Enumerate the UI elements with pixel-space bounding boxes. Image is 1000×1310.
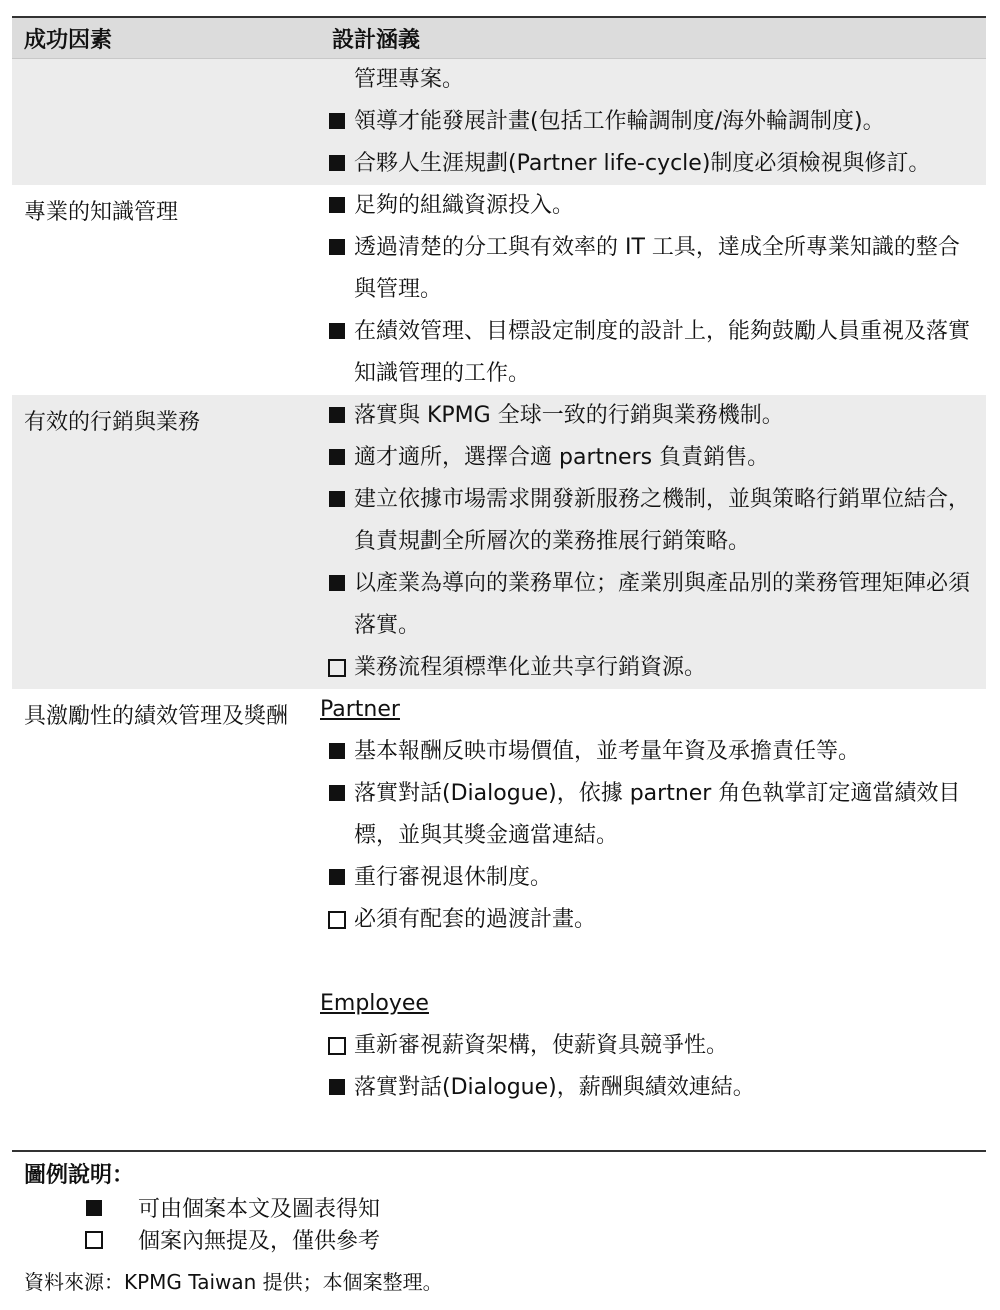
legend-title: 圖例說明：	[24, 1163, 135, 1188]
filled-square-icon	[86, 1200, 102, 1216]
legend-item-empty	[84, 1224, 380, 1255]
filled-square-icon	[329, 407, 345, 423]
item-text: 足夠的組織資源投入。	[354, 193, 575, 218]
item-text: 落實對話(Dialogue)，薪酬與績效連結。	[354, 1075, 755, 1100]
list-item	[320, 773, 978, 857]
table-row	[12, 689, 986, 1109]
table-row	[12, 59, 986, 185]
list-item	[320, 1067, 978, 1109]
empty-square-icon	[328, 911, 346, 929]
factor-cell: 專業的知識管理	[24, 200, 179, 225]
empty-square-icon	[328, 659, 346, 677]
legend-empty-text: 個案內無提及，僅供參考	[138, 1229, 381, 1254]
item-text: 必須有配套的過渡計畫。	[354, 907, 597, 932]
factor-cell: 具激勵性的績效管理及獎酬	[24, 704, 289, 729]
item-text: 基本報酬反映市場價值，並考量年資及承擔責任等。	[354, 739, 861, 764]
no-bullet	[320, 59, 354, 72]
list-item	[320, 311, 978, 395]
list-item	[320, 479, 978, 563]
table-row	[12, 395, 986, 689]
design-cell	[320, 59, 986, 185]
item-text: 適才適所，選擇合適 partners 負責銷售。	[354, 445, 770, 470]
item-text: 建立依據市場需求開發新服務之機制，並與策略行銷單位結合，負責規劃全所層次的業務推展行銷策略。	[354, 487, 971, 554]
filled-square-icon	[329, 785, 345, 801]
legend-item-filled	[84, 1192, 380, 1223]
factor-cell	[12, 59, 320, 185]
list-item	[320, 899, 978, 941]
list-item	[320, 1025, 978, 1067]
filled-square-icon	[329, 869, 345, 885]
list-item	[320, 185, 978, 227]
filled-square-icon	[329, 1079, 345, 1095]
filled-square-icon	[329, 743, 345, 759]
item-text: 重新審視薪資架構，使薪資具競爭性。	[354, 1033, 729, 1058]
item-text: 以產業為導向的業務單位；產業別與產品別的業務管理矩陣必須落實。	[354, 571, 971, 638]
item-text: 落實與 KPMG 全球一致的行銷與業務機制。	[354, 403, 784, 428]
design-cell	[320, 395, 986, 689]
list-item	[320, 647, 978, 689]
item-text: 領導才能發展計畫(包括工作輪調制度/海外輪調制度)。	[354, 109, 885, 134]
table-bottom-rule	[12, 1150, 986, 1152]
design-cell	[320, 185, 986, 395]
list-item	[320, 857, 978, 899]
list-item	[320, 731, 978, 773]
legend-filled-text: 可由個案本文及圖表得知	[138, 1197, 381, 1222]
list-item	[320, 563, 978, 647]
filled-square-icon	[329, 491, 345, 507]
filled-square-icon	[329, 449, 345, 465]
item-text: 合夥人生涯規劃(Partner life-cycle)制度必須檢視與修訂。	[354, 151, 931, 176]
design-cell	[320, 689, 986, 1109]
item-text: 在績效管理、目標設定制度的設計上，能夠鼓勵人員重視及落實知識管理的工作。	[354, 319, 971, 386]
item-text: 業務流程須標準化並共享行銷資源。	[354, 655, 707, 680]
list-item	[320, 101, 978, 143]
empty-square-icon	[85, 1231, 103, 1249]
item-text: 透過清楚的分工與有效率的 IT 工具，達成全所專業知識的整合與管理。	[354, 235, 960, 302]
header-design-implication: 設計涵義	[332, 27, 421, 53]
filled-square-icon	[329, 575, 345, 591]
empty-square-icon	[328, 1037, 346, 1055]
list-item	[320, 437, 978, 479]
source-note: 資料來源：KPMG Taiwan 提供；本個案整理。	[24, 1270, 443, 1294]
table-row	[12, 185, 986, 395]
item-text: 管理專案。	[354, 67, 465, 92]
filled-square-icon	[329, 113, 345, 129]
list-item	[320, 143, 978, 185]
success-factor-table	[12, 16, 986, 1109]
list-item	[320, 59, 978, 101]
list-item	[320, 227, 978, 311]
item-text: 落實對話(Dialogue)，依據 partner 角色執掌訂定適當績效目標，並與其獎金適當連結。	[354, 781, 961, 848]
filled-square-icon	[329, 239, 345, 255]
partner-heading: Partner	[320, 697, 400, 722]
filled-square-icon	[329, 155, 345, 171]
factor-cell: 有效的行銷與業務	[24, 410, 201, 435]
header-success-factor: 成功因素	[24, 27, 113, 53]
filled-square-icon	[329, 323, 345, 339]
list-item	[320, 395, 978, 437]
employee-heading: Employee	[320, 991, 429, 1016]
spacer	[320, 941, 978, 983]
table-header	[12, 18, 986, 59]
item-text: 重行審視退休制度。	[354, 865, 553, 890]
filled-square-icon	[329, 197, 345, 213]
